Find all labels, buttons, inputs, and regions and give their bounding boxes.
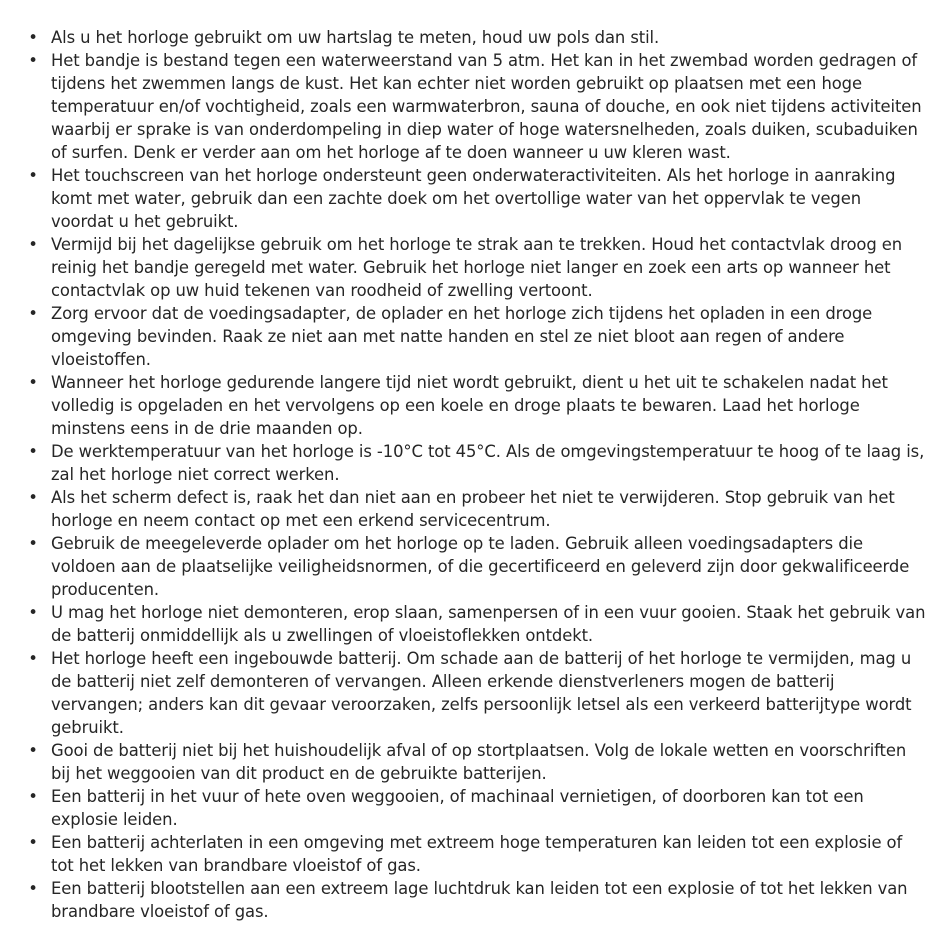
bullet-icon: •	[28, 304, 38, 323]
list-item	[28, 302, 926, 371]
list-item	[28, 26, 926, 49]
list-item	[28, 739, 926, 785]
bullet-icon: •	[28, 741, 38, 760]
safety-notes-list	[28, 26, 926, 923]
bullet-icon: •	[28, 534, 38, 553]
list-item-text: Als u het horloge gebruikt om uw hartslag te meten, houd uw pols dan stil.	[51, 28, 660, 47]
list-item	[28, 371, 926, 440]
list-item	[28, 785, 926, 831]
list-item-text: Het touchscreen van het horloge ondersteunt geen onderwateractiviteiten. Als het horloge in aanraking komt met water, gebruik dan een zachte doek om het overtollige water van het oppervlak te vegen voordat u het gebruikt.	[51, 166, 896, 231]
list-item-text: Het bandje is bestand tegen een waterweerstand van 5 atm. Het kan in het zwembad worden gedragen of tijdens het zwemmen langs de kust. Het kan echter niet worden gebruikt op plaatsen met een hoge temperatuur en/of vochtigheid, zoals een warmwaterbron, sauna of douche, en ook niet tijdens activiteiten waarbij er sprake is van onderdompeling in diep water of hoge watersnelheden, zoals duiken, scubaduiken of surfen. Denk er verder aan om het horloge af te doen wanneer u uw kleren wast.	[51, 51, 922, 162]
list-item-text: Zorg ervoor dat de voedingsadapter, de oplader en het horloge zich tijdens het opladen in een droge omgeving bevinden. Raak ze niet aan met natte handen en stel ze niet bloot aan regen of andere vloeistoffen.	[51, 304, 873, 369]
bullet-icon: •	[28, 833, 38, 852]
bullet-icon: •	[28, 787, 38, 806]
bullet-icon: •	[28, 649, 38, 668]
list-item-text: Een batterij blootstellen aan een extreem lage luchtdruk kan leiden tot een explosie of tot het lekken van brandbare vloeistof of gas.	[51, 879, 908, 921]
list-item-text: Gebruik de meegeleverde oplader om het horloge op te laden. Gebruik alleen voedingsadapters die voldoen aan de plaatselijke veiligheidsnormen, of die gecertificeerd en geleverd zijn door gekwalificeerde producenten.	[51, 534, 910, 599]
list-item	[28, 831, 926, 877]
list-item	[28, 233, 926, 302]
list-item-text: Het horloge heeft een ingebouwde batterij. Om schade aan de batterij of het horloge te vermijden, mag u de batterij niet zelf demonteren of vervangen. Alleen erkende dienstverleners mogen de batterij vervangen; anders kan dit gevaar veroorzaken, zelfs persoonlijk letsel als een verkeerd batterijtype wordt gebruikt.	[51, 649, 912, 737]
bullet-icon: •	[28, 166, 38, 185]
list-item	[28, 49, 926, 164]
list-item	[28, 877, 926, 923]
bullet-icon: •	[28, 488, 38, 507]
list-item	[28, 601, 926, 647]
list-item	[28, 486, 926, 532]
list-item-text: De werktemperatuur van het horloge is -10°C tot 45°C. Als de omgevingstemperatuur te hoog of te laag is, zal het horloge niet correct werken.	[51, 442, 925, 484]
bullet-icon: •	[28, 603, 38, 622]
list-item-text: Vermijd bij het dagelijkse gebruik om het horloge te strak aan te trekken. Houd het contactvlak droog en reinig het bandje geregeld met water. Gebruik het horloge niet langer en zoek een arts op wanneer het contactvlak op uw huid tekenen van roodheid of zwelling vertoont.	[51, 235, 903, 300]
list-item	[28, 647, 926, 739]
bullet-icon: •	[28, 442, 38, 461]
bullet-icon: •	[28, 879, 38, 898]
list-item	[28, 440, 926, 486]
list-item-text: U mag het horloge niet demonteren, erop slaan, samenpersen of in een vuur gooien. Staak het gebruik van de batterij onmiddellijk als u zwellingen of vloeistoflekken ontdekt.	[51, 603, 926, 645]
bullet-icon: •	[28, 28, 38, 47]
bullet-icon: •	[28, 373, 38, 392]
safety-notes-document	[0, 26, 950, 923]
list-item-text: Een batterij achterlaten in een omgeving met extreem hoge temperaturen kan leiden tot een explosie of tot het lekken van brandbare vloeistof of gas.	[51, 833, 903, 875]
list-item-text: Een batterij in het vuur of hete oven weggooien, of machinaal vernietigen, of doorboren kan tot een explosie leiden.	[51, 787, 864, 829]
list-item-text: Gooi de batterij niet bij het huishoudelijk afval of op stortplaatsen. Volg de lokale wetten en voorschriften bij het weggooien van dit product en de gebruikte batterijen.	[51, 741, 907, 783]
list-item	[28, 164, 926, 233]
bullet-icon: •	[28, 235, 38, 254]
list-item	[28, 532, 926, 601]
bullet-icon: •	[28, 51, 38, 70]
list-item-text: Wanneer het horloge gedurende langere tijd niet wordt gebruikt, dient u het uit te schakelen nadat het volledig is opgeladen en het vervolgens op een koele en droge plaats te bewaren. Laad het horloge minstens eens in de drie maanden op.	[51, 373, 888, 438]
list-item-text: Als het scherm defect is, raak het dan niet aan en probeer het niet te verwijderen. Stop gebruik van het horloge en neem contact op met een erkend servicecentrum.	[51, 488, 895, 530]
